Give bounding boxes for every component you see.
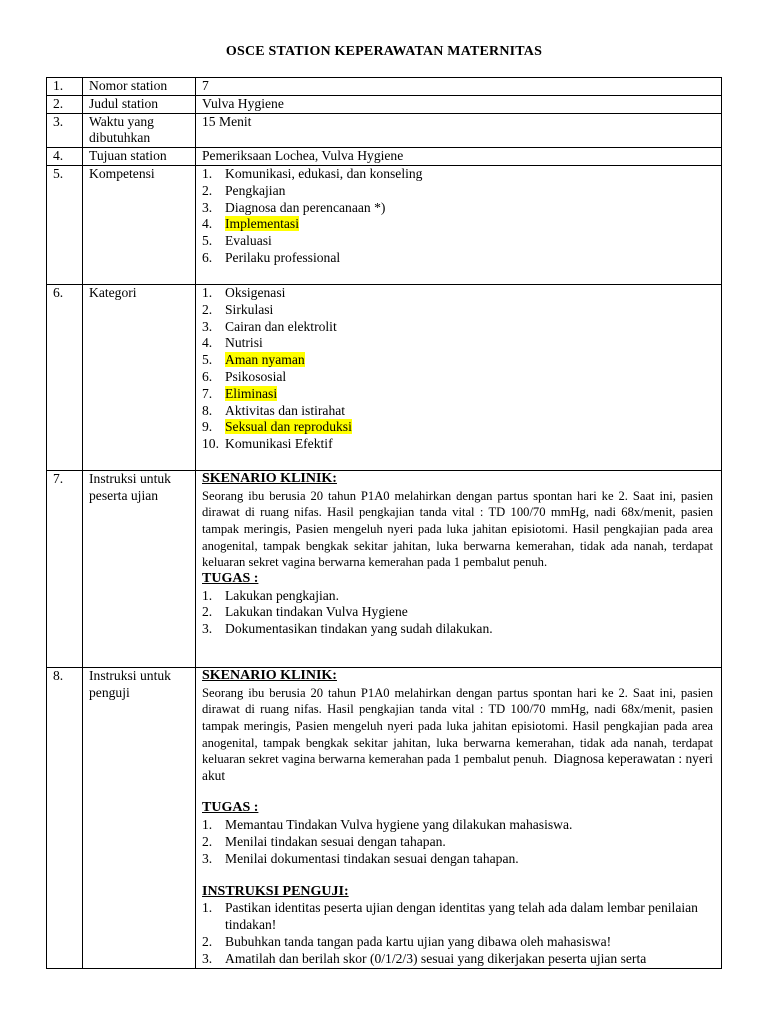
list-item-text: Memantau Tindakan Vulva hygiene yang dilakukan mahasiswa. (225, 817, 573, 833)
list-item: 3. Diagnosa dan perencanaan *) (202, 199, 386, 215)
table-row (47, 165, 722, 284)
row-value (196, 667, 722, 968)
list-item-text: Nutrisi (225, 335, 263, 351)
list-item: 3. Dokumentasikan tindakan yang sudah dilakukan. (202, 621, 721, 638)
table-row (47, 284, 722, 470)
list-item: 3. Cairan dan elektrolit (202, 318, 337, 334)
list-item: 5. Aman nyaman (202, 352, 305, 368)
list-item-text: Psikososial (225, 368, 287, 384)
row-number: 5. (47, 165, 83, 284)
list-item: 2. Pengkajian (202, 182, 286, 198)
list-item: 4. Implementasi (202, 216, 299, 232)
list-item: 1. Lakukan pengkajian. (202, 588, 721, 605)
row-number: 8. (47, 667, 83, 968)
row-label: Waktu yang dibutuhkan (83, 113, 196, 148)
row-number: 1. (47, 78, 83, 96)
list-item-text: Lakukan tindakan Vulva Hygiene (225, 604, 408, 620)
list-item: 5. Evaluasi (202, 233, 272, 249)
list-item-text: Dokumentasikan tindakan yang sudah dilakukan. (225, 621, 493, 637)
table-row (47, 470, 722, 667)
list-item-text: Menilai dokumentasi tindakan sesuai dengan tahapan. (225, 850, 519, 866)
task-list (202, 817, 721, 867)
list-item-text: Oksigenasi (225, 284, 286, 300)
examiner-instructions-heading: INSTRUKSI PENGUJI: (202, 883, 349, 899)
scenario-heading: SKENARIO KLINIK: (202, 667, 337, 683)
row-label: Nomor station (83, 78, 196, 96)
list-item: 3. Amatilah dan berilah skor (0/1/2/3) sesuai yang dikerjakan peserta ujian serta (202, 951, 721, 968)
list-item: 7. Eliminasi (202, 385, 278, 401)
row-value: 15 Menit (196, 113, 722, 148)
row-value: Pemeriksaan Lochea, Vulva Hygiene (196, 148, 722, 166)
list-item: 8. Aktivitas dan istirahat (202, 402, 346, 418)
list-item-text: Bubuhkan tanda tangan pada kartu ujian yang dibawa oleh mahasiswa! (225, 933, 612, 949)
list-item-text: Diagnosa dan perencanaan *) (225, 199, 386, 215)
list-item: 6. Perilaku professional (202, 249, 341, 265)
list-item: 1. Komunikasi, edukasi, dan konseling (202, 165, 423, 181)
row-label: Kompetensi (83, 165, 196, 284)
row-label: Judul station (83, 95, 196, 113)
list-item: 10. Komunikasi Efektif (202, 436, 333, 452)
highlighted-item-text: Seksual dan reproduksi (225, 419, 352, 435)
row-label: Instruksi untuk penguji (83, 667, 196, 968)
osce-table (46, 77, 722, 969)
highlighted-item-text: Aman nyaman (225, 352, 305, 368)
list-item-text: Cairan dan elektrolit (225, 318, 337, 334)
list-item-text: Menilai tindakan sesuai dengan tahapan. (225, 833, 446, 849)
table-row (47, 148, 722, 166)
list-item: 1. Pastikan identitas peserta ujian dengan identitas yang telah ada dalam lembar penilaian tindakan! (202, 900, 721, 934)
highlighted-item-text: Implementasi (225, 216, 299, 232)
list-item: 2. Bubuhkan tanda tangan pada kartu ujian yang dibawa oleh mahasiswa! (202, 934, 721, 951)
list-item-text: Pengkajian (225, 182, 286, 198)
row-value (196, 165, 722, 284)
scenario-text: Seorang ibu berusia 20 tahun P1A0 melahirkan dengan partus spontan hari ke 2. Saat ini, pasien dirawat di ruang nifas. Hasil pengkajian tanda vital : TD 100/70 mmHg, nadi 68x/menit, pasien tampak meringis, Pasien mengeluh nyeri pada luka jahitan episiotomi. Hasil pengkajian pada area anogenital, tampak bengkak sekitar jahitan, luka berwarna kemerahan, tidak ada nanah, terdapat keluaran sekret vagina berwarna kemerahan pada 1 pembalut penuh. (202, 488, 713, 570)
list-item: 2. Menilai tindakan sesuai dengan tahapan. (202, 834, 721, 851)
highlighted-item-text: Eliminasi (225, 385, 278, 401)
scenario-heading: SKENARIO KLINIK: (202, 470, 337, 486)
category-list (202, 285, 721, 453)
tasks-heading: TUGAS : (202, 800, 259, 816)
row-number: 3. (47, 113, 83, 148)
row-label: Instruksi untuk peserta ujian (83, 470, 196, 667)
list-item-text: Pastikan identitas peserta ujian dengan identitas yang telah ada dalam lembar penilaian tindakan! (225, 900, 698, 933)
table-row (47, 667, 722, 968)
row-label: Tujuan station (83, 148, 196, 166)
table-row (47, 113, 722, 148)
row-value: 7 (196, 78, 722, 96)
list-item: 1. Memantau Tindakan Vulva hygiene yang dilakukan mahasiswa. (202, 817, 721, 834)
competency-list (202, 166, 721, 267)
scenario-text: Seorang ibu berusia 20 tahun P1A0 melahirkan dengan partus spontan hari ke 2. Saat ini, pasien dirawat di ruang nifas. Hasil pengkajian tanda vital : TD 100/70 mmHg, nadi 68x/menit, pasien tampak meringis, Pasien mengeluh nyeri pada luka jahitan episiotomi. Hasil pengkajian pada area anogenital, tampak bengkak sekitar jahitan, luka berwarna kemerahan, tidak ada nanah, terdapat keluaran sekret vagina berwarna kemerahan pada 1 pembalut penuh. Diagnosa keperawatan : nyeri akut (202, 685, 714, 783)
row-number: 7. (47, 470, 83, 667)
list-item-text: Komunikasi Efektif (225, 436, 333, 452)
list-item-text: Komunikasi, edukasi, dan konseling (225, 165, 423, 181)
row-value (196, 284, 722, 470)
row-value: Vulva Hygiene (196, 95, 722, 113)
list-item-text: Lakukan pengkajian. (225, 587, 339, 603)
list-item: 9. Seksual dan reproduksi (202, 419, 352, 435)
row-number: 2. (47, 95, 83, 113)
row-number: 4. (47, 148, 83, 166)
examiner-instruction-list (202, 900, 721, 967)
row-value (196, 470, 722, 667)
list-item: 3. Menilai dokumentasi tindakan sesuai dengan tahapan. (202, 851, 721, 868)
row-label: Kategori (83, 284, 196, 470)
tasks-heading: TUGAS : (202, 570, 259, 586)
list-item: 1. Oksigenasi (202, 284, 286, 300)
list-item-text: Sirkulasi (225, 301, 274, 317)
list-item-text: Aktivitas dan istirahat (225, 402, 346, 418)
table-row (47, 95, 722, 113)
list-item-text: Evaluasi (225, 233, 272, 249)
list-item: 6. Psikososial (202, 368, 287, 384)
list-item: 2. Lakukan tindakan Vulva Hygiene (202, 604, 721, 621)
diagnosis-text: Diagnosa keperawatan : nyeri akut (202, 751, 714, 783)
list-item: 2. Sirkulasi (202, 301, 274, 317)
task-list (202, 588, 721, 638)
list-item-text: Amatilah dan berilah skor (0/1/2/3) sesuai yang dikerjakan peserta ujian serta (225, 950, 647, 966)
list-item-text: Perilaku professional (225, 249, 341, 265)
page-title: OSCE STATION KEPERAWATAN MATERNITAS (225, 44, 543, 59)
row-number: 6. (47, 284, 83, 470)
table-row (47, 78, 722, 96)
list-item: 4. Nutrisi (202, 335, 263, 351)
